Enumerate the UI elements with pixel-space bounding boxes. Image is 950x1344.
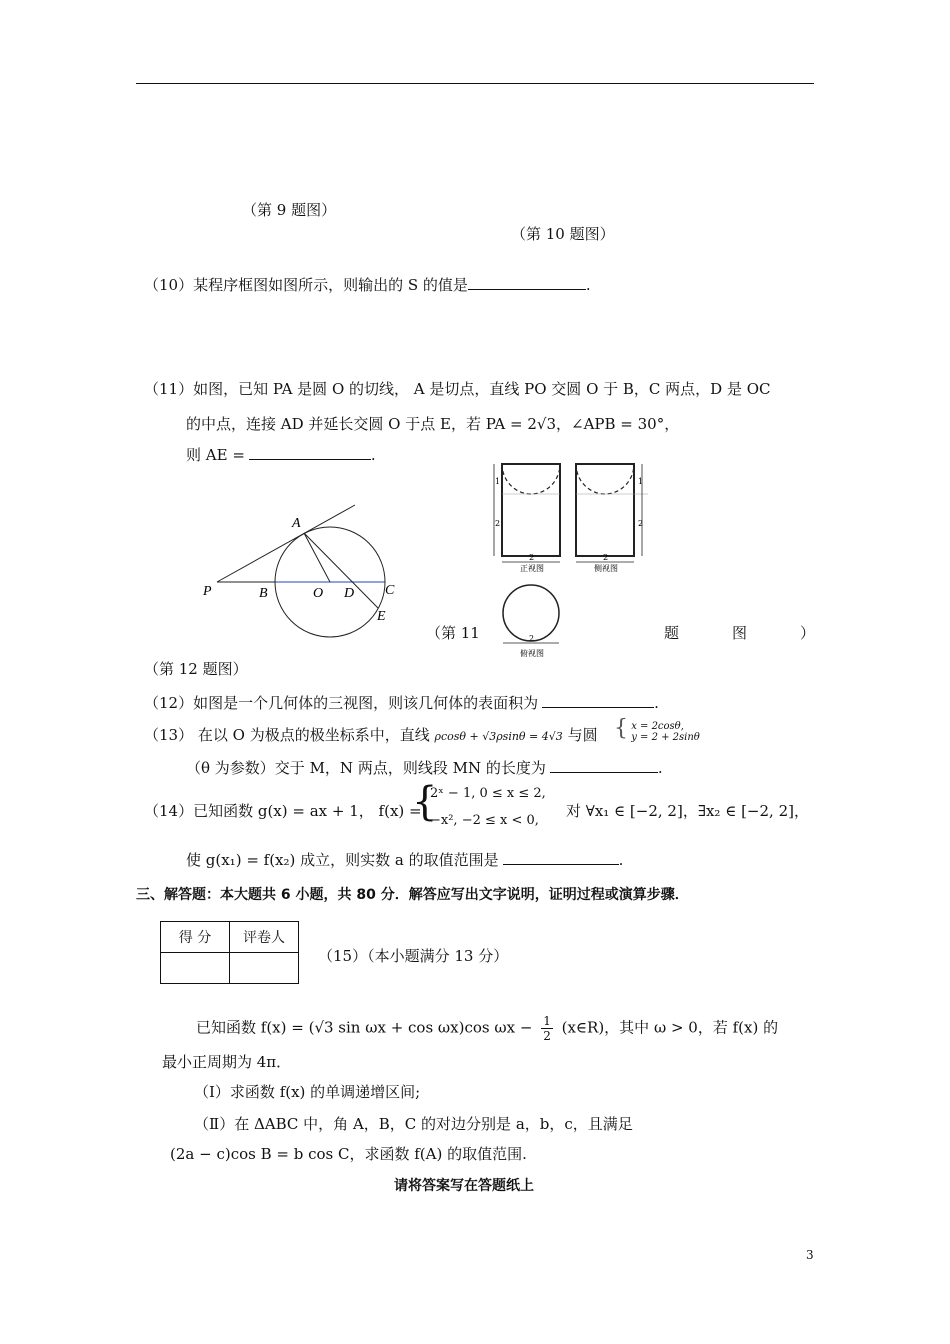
piecewise-brace: { [412,779,438,825]
label-b: B [259,586,268,601]
front-view [494,464,560,562]
answer-blank-13[interactable] [550,758,658,773]
score-header-grader: 评卷人 [230,922,299,953]
dim-side-bottom: 2 [638,519,644,528]
caption-fig11-c: 图 [732,624,748,642]
question-15-part1: （Ⅰ）求函数 f(x) 的单调递增区间; [194,1083,421,1101]
three-views-figure [488,460,658,662]
piecewise-case-2: −x², −2 ≤ x < 0, [430,813,539,828]
dim-top-width: 2 [529,634,535,643]
circle-tangent-figure [195,495,415,655]
label-o: O [313,586,324,601]
answer-blank-14[interactable] [503,850,619,865]
circle-eq-x: x = 2cosθ, [631,721,684,732]
grader-cell[interactable] [230,953,299,984]
dim-front-width: 2 [529,553,535,562]
question-11-line2: 的中点，连接 AD 并延长交圆 O 于点 E，若 PA = 2√3，∠APB = 30°， [186,415,680,433]
caption-fig12: （第 12 题图） [144,660,248,678]
dim-front-top: 1 [495,477,501,486]
question-11-line3: 则 AE = . [186,446,376,464]
score-table [160,921,299,984]
question-13-line1: （13） 在以 O 为极点的极坐标系中，直线 ρcosθ + √3ρsinθ = 4√3 与圆 [144,726,598,744]
label-e: E [377,609,386,624]
label-side-view: 侧视图 [594,564,618,573]
question-13-system: { x = 2cosθ, y = 2 + 2sinθ [614,716,700,743]
caption-fig11-b: 题 [664,624,680,642]
question-15-part2b: (2a − c)cos B = b cos C，求函数 f(A) 的取值范围. [170,1145,527,1163]
label-d: D [344,586,355,601]
score-header-score: 得 分 [161,922,230,953]
tangent-line [217,505,355,582]
caption-fig9: （第 9 题图） [242,201,337,219]
piecewise-case-1: 2ˣ − 1, 0 ≤ x ≤ 2, [430,786,546,801]
caption-fig11-a: （第 11 [426,624,480,642]
question-11-line1: （11）如图，已知 PA 是圆 O 的切线， A 是切点，直线 PO 交圆 O 于 B，C 两点，D 是 OC [144,380,771,398]
label-a: A [292,516,301,531]
question-14-tail: 对 ∀x₁ ∈ [−2, 2]，∃x₂ ∈ [−2, 2]， [566,802,809,820]
label-c: C [385,583,395,598]
page-number: 3 [806,1248,814,1262]
caption-fig10: （第 10 题图） [511,225,615,243]
question-12: （12）如图是一个几何体的三视图，则该几何体的表面积为 . [144,694,659,712]
header-rule [136,83,814,84]
circle-eq-y: y = 2 + 2sinθ [631,732,700,743]
answer-sheet-note: 请将答案写在答题纸上 [394,1178,534,1194]
radius-oa [304,533,330,582]
question-10: （10）某程序框图如图所示，则输出的 S 的值是 . [144,276,591,294]
polar-equation: ρcosθ + √3ρsinθ = 4√3 [434,730,563,743]
dim-front-bottom: 2 [495,519,501,528]
caption-fig11-d: ） [800,624,816,642]
label-top-view: 俯视图 [520,649,544,658]
score-cell[interactable] [161,953,230,984]
label-p: P [203,584,212,599]
question-14-lead: （14）已知函数 g(x) = ax + 1， f(x) = [144,802,422,820]
question-15-line2: 最小正周期为 4π． [162,1053,292,1071]
answer-blank-12[interactable] [542,693,654,708]
section-3-heading: 三、解答题：本大题共 6 小题，共 80 分．解答应写出文字说明，证明过程或演算步骤． [136,887,689,903]
question-13-line2: （θ 为参数）交于 M，N 两点，则线段 MN 的长度为 . [186,759,663,777]
question-15-head: （15）（本小题满分 13 分） [318,947,509,965]
dim-side-width: 2 [603,553,609,562]
label-front-view: 正视图 [520,564,544,573]
question-14-line2: 使 g(x₁) = f(x₂) 成立，则实数 a 的取值范围是 . [186,851,624,869]
question-15-line1: 已知函数 f(x) = (√3 sin ωx + cos ωx)cos ωx − $\frac{1}{2}$ (x∈R)，其中 ω > 0，若 f(x) 的 [196,1014,779,1043]
question-10-text: （10）某程序框图如图所示，则输出的 S 的值是 [144,276,468,294]
answer-blank-10[interactable] [468,275,586,290]
question-15-part2: （Ⅱ）在 ΔABC 中，角 A，B，C 的对边分别是 a，b，c，且满足 [194,1115,633,1133]
dim-side-top: 1 [638,477,644,486]
fraction-one-half: $\frac{1}{2}$ [543,1014,551,1043]
answer-blank-11[interactable] [249,445,371,460]
